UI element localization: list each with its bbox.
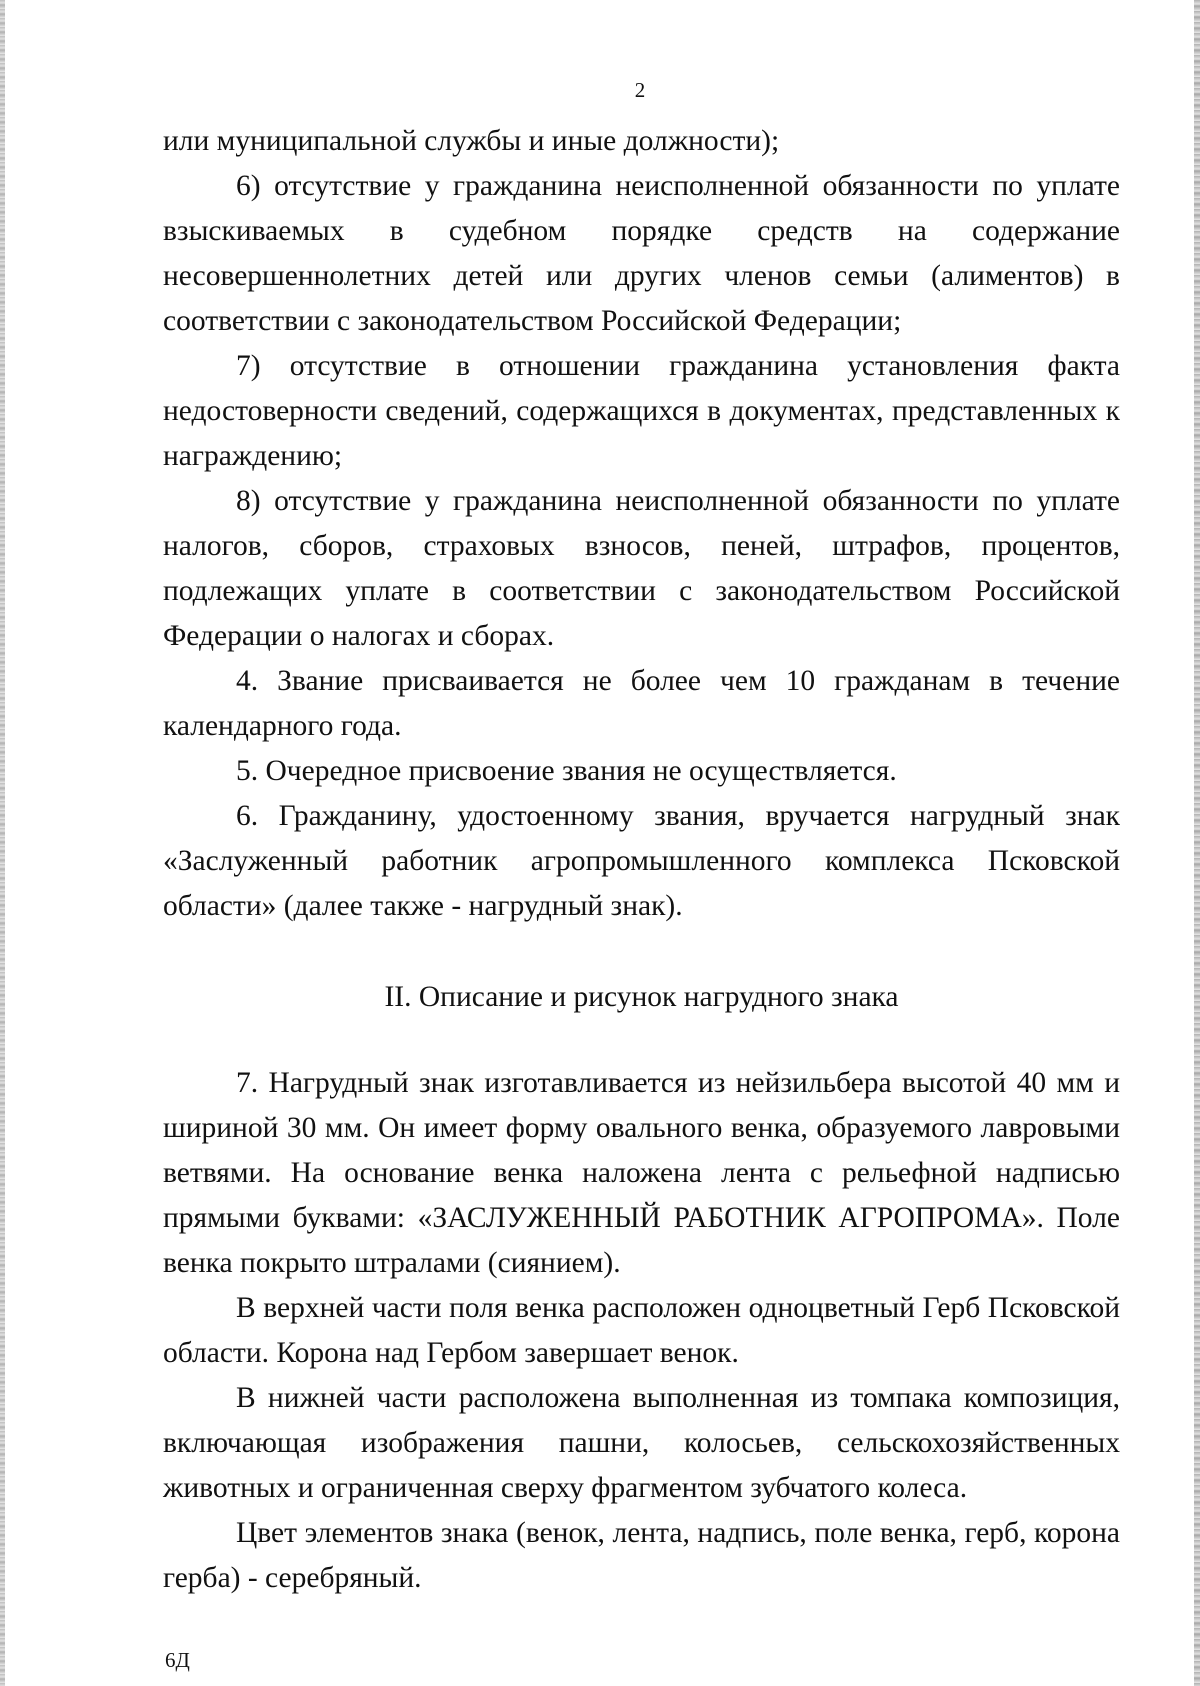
paragraph-item-7: 7) отсутствие в отношении гражданина установления факта недостоверности сведений, содержащихся в документах, представленных к награждению;	[163, 350, 1120, 472]
paragraph-item-6: 6) отсутствие у гражданина неисполненной обязанности по уплате взыскиваемых в судебном порядке средств на содержание несовершеннолетних детей или других членов семьи (алиментов) в соответствии с законодательством Российской Федерации;	[163, 170, 1120, 337]
paragraph-point-7: 7. Нагрудный знак изготавливается из нейзильбера высотой 40 мм и шириной 30 мм. Он имеет форму овального венка, образуемого лавровыми ветвями. На основание венка наложена лента с рельефной надписью прямыми буквами: «ЗАСЛУЖЕННЫЙ РАБОТНИК АГРОПРОМА». Поле венка покрыто штралами (сиянием).	[163, 1067, 1120, 1279]
page-number: 2	[634, 78, 646, 102]
scan-edge-left	[0, 0, 5, 1686]
paragraph-coat-of-arms: В верхней части поля венка расположен одноцветный Герб Псковской области. Корона над Гербом завершает венок.	[163, 1292, 1120, 1369]
footer-code: 6Д	[165, 1648, 190, 1672]
paragraph-item-8: 8) отсутствие у гражданина неисполненной обязанности по уплате налогов, сборов, страховых взносов, пеней, штрафов, процентов, подлежащих уплате в соответствии с законодательством Российской Федерации о налогах и сборах.	[163, 485, 1120, 652]
paragraph-color: Цвет элементов знака (венок, лента, надпись, поле венка, герб, корона герба) - серебряный.	[163, 1517, 1120, 1594]
paragraph-point-4: 4. Звание присваивается не более чем 10 гражданам в течение календарного года.	[163, 665, 1120, 742]
paragraph-point-5: 5. Очередное присвоение звания не осуществляется.	[236, 755, 897, 787]
section-heading: II. Описание и рисунок нагрудного знака	[384, 981, 899, 1013]
paragraph-composition: В нижней части расположена выполненная из томпака композиция, включающая изображения пашни, колосьев, сельскохозяйственных животных и ограниченная сверху фрагментом зубчатого колеса.	[163, 1382, 1120, 1504]
text-block-bottom	[163, 1061, 1120, 1601]
text-block-top	[163, 119, 1120, 929]
paragraph-continuation: или муниципальной службы и иные должности);	[163, 125, 780, 157]
paragraph-point-6: 6. Гражданину, удостоенному звания, вручается нагрудный знак «Заслуженный работник агропромышленного комплекса Псковской области» (далее также - нагрудный знак).	[163, 800, 1120, 922]
scan-edge-right	[1194, 0, 1200, 1686]
